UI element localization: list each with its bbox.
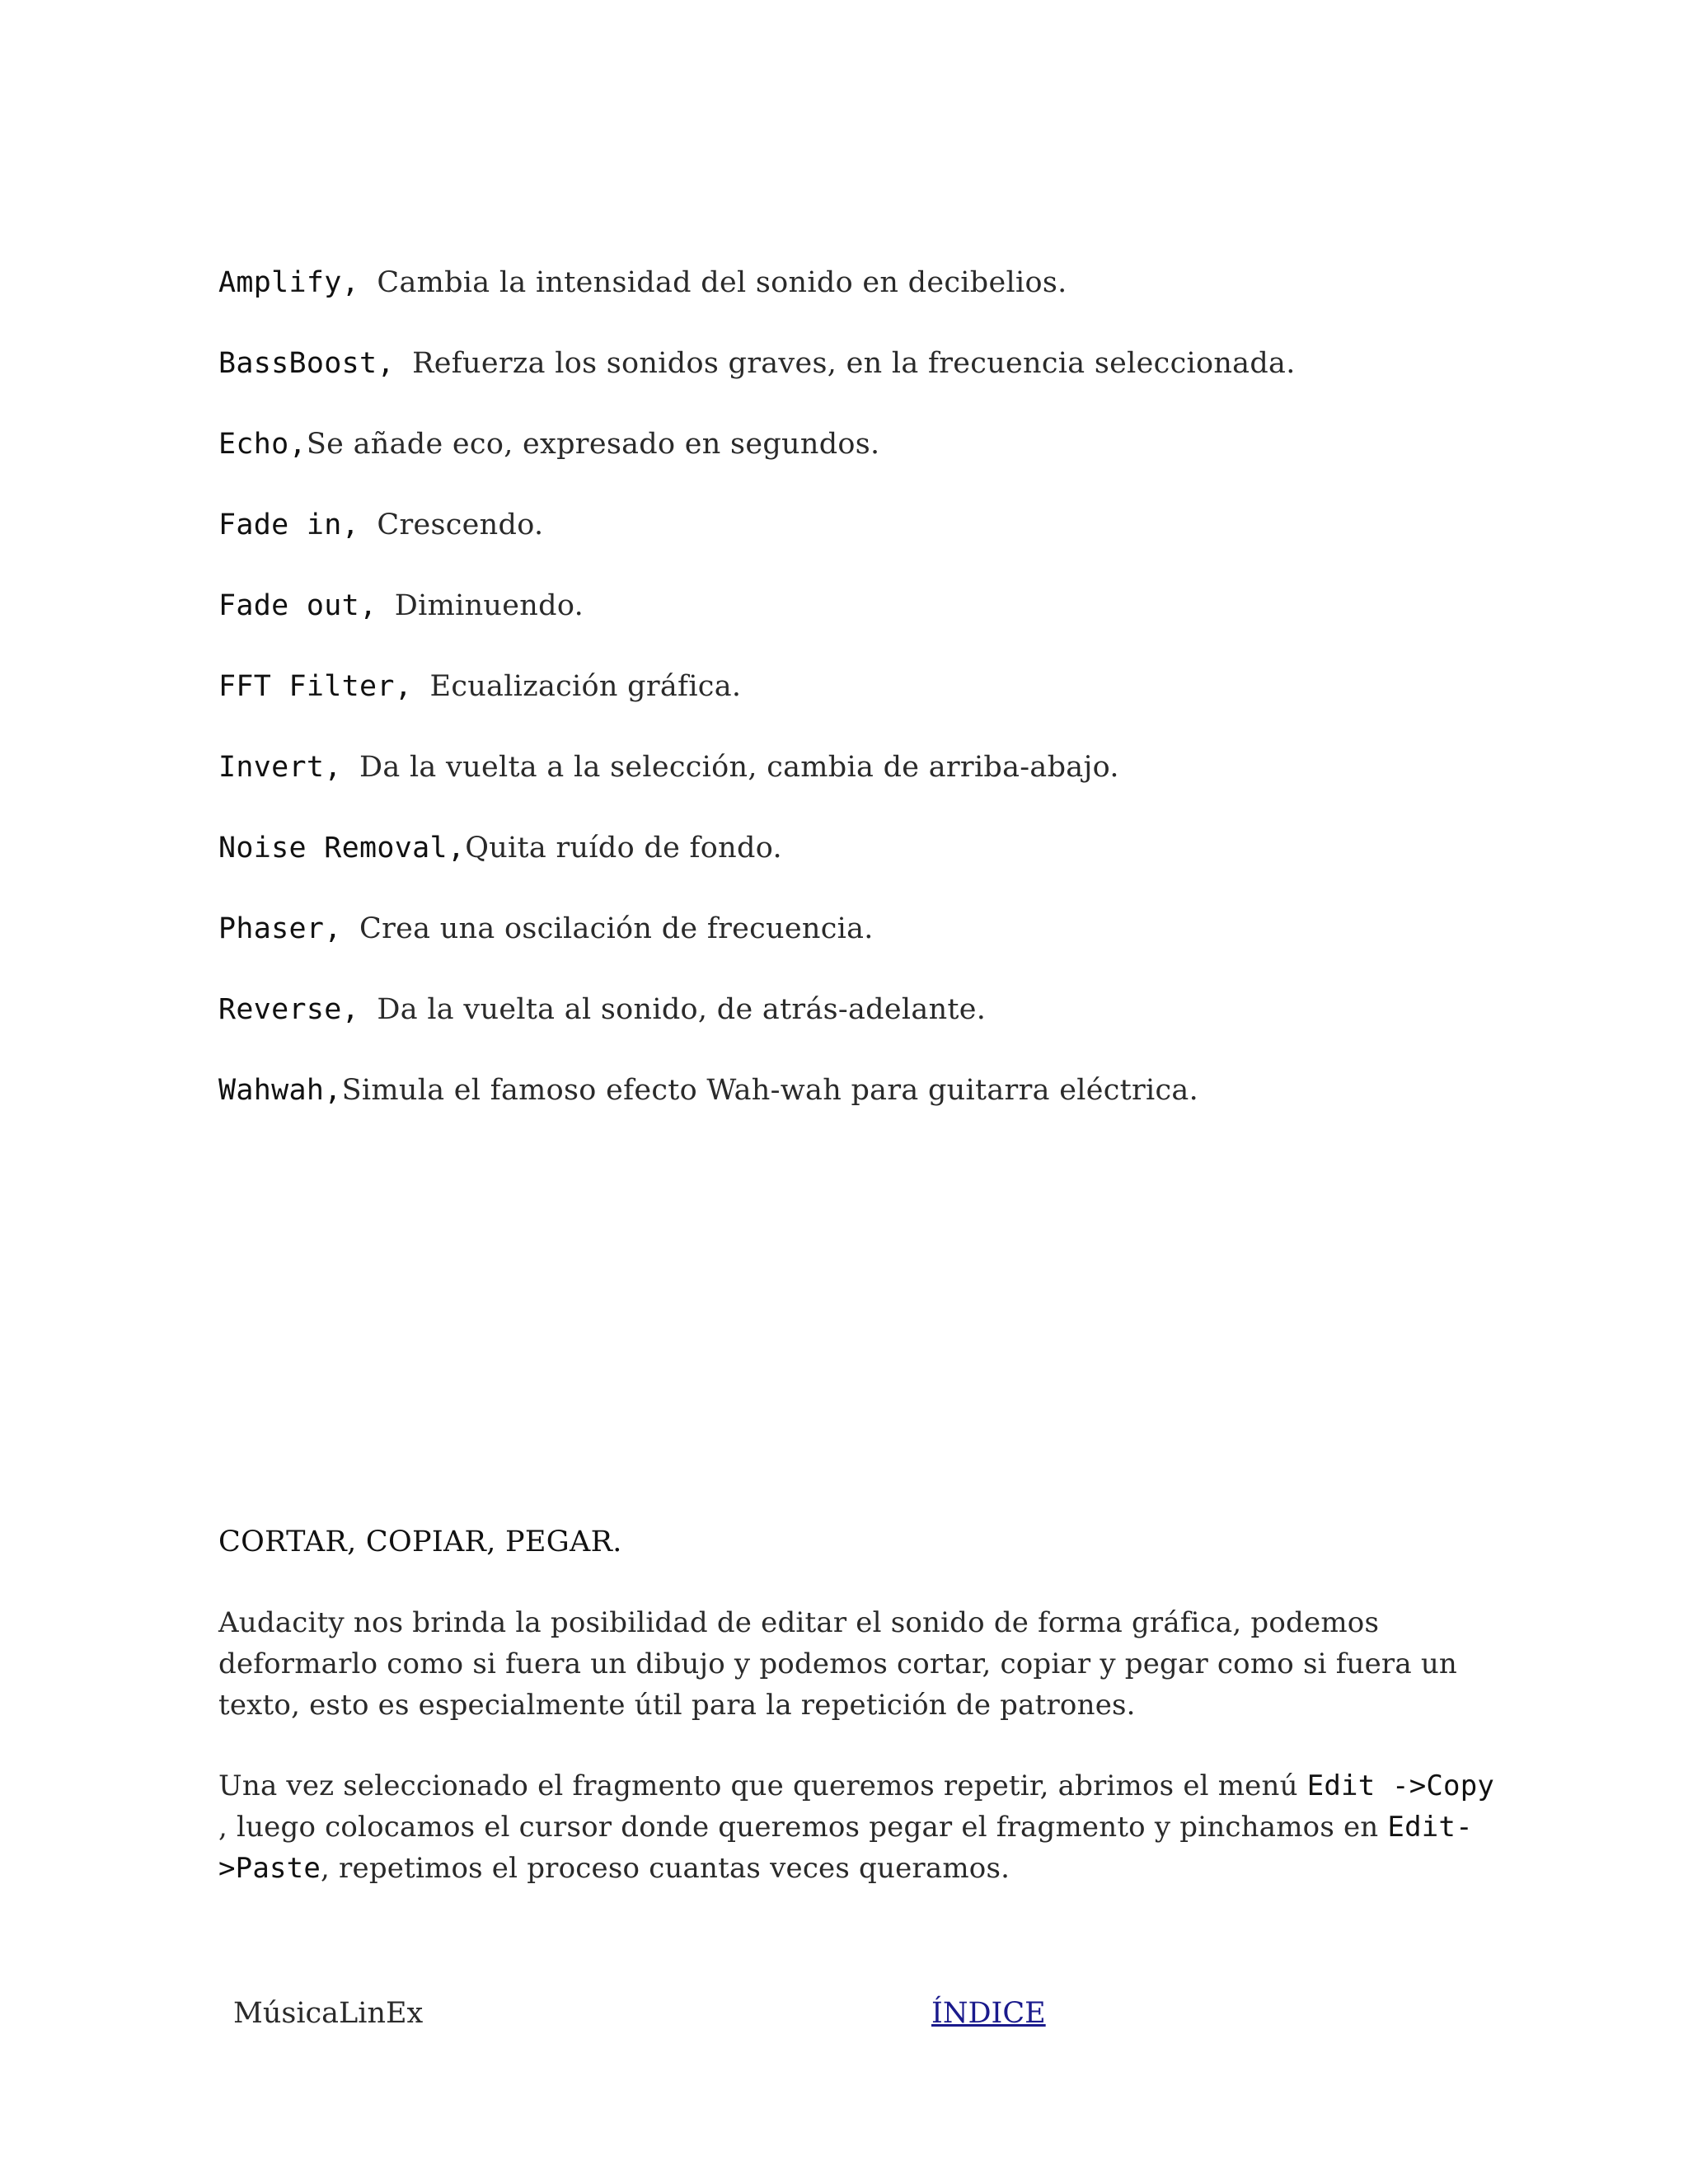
effect-description: Se añade eco, expresado en segundos. <box>306 428 880 461</box>
cut-copy-paste-section <box>218 1521 1504 1929</box>
effect-description: Cambia la intensidad del sonido en decibelios. <box>377 266 1067 299</box>
effect-item-echo <box>218 424 1537 465</box>
effect-separator: , <box>341 509 377 541</box>
effect-description: Simula el famoso efecto Wah-wah para guitarra eléctrica. <box>341 1074 1198 1107</box>
effect-item-invert <box>218 747 1537 788</box>
effect-separator: , <box>324 912 359 945</box>
effect-term: Noise Removal <box>218 832 448 865</box>
effect-item-amplify <box>218 262 1537 303</box>
effects-list <box>218 262 1537 1151</box>
effect-item-noise-removal <box>218 827 1537 869</box>
effect-description: Crea una oscilación de frecuencia. <box>359 912 874 945</box>
effect-separator: , <box>341 993 377 1026</box>
effect-separator: , <box>394 670 430 703</box>
effect-description: Diminuendo. <box>394 589 584 622</box>
effect-description: Refuerza los sonidos graves, en la frecuencia seleccionada. <box>412 347 1296 380</box>
menu-path-copy: Edit ->Copy <box>1306 1769 1495 1802</box>
effect-separator: , <box>288 428 307 461</box>
effect-description: Crescendo. <box>377 509 544 541</box>
instructions-paragraph <box>218 1765 1504 1889</box>
effect-term: BassBoost <box>218 347 377 380</box>
instructions-text: Una vez seleccionado el fragmento que queremos repetir, abrimos el menú <box>218 1769 1307 1802</box>
effect-separator: , <box>377 347 413 380</box>
effect-item-fade-out <box>218 585 1537 626</box>
effect-term: Invert <box>218 751 325 784</box>
effect-description: Quita ruído de fondo. <box>465 832 782 865</box>
effect-term: Reverse <box>218 993 342 1026</box>
effect-separator: , <box>341 266 377 299</box>
effect-item-wahwah <box>218 1070 1537 1111</box>
effect-description: Ecualización gráfica. <box>429 670 742 703</box>
effect-separator: , <box>447 832 466 865</box>
menu-path-paste: Edit->Paste <box>218 1811 1473 1885</box>
effect-term: Echo <box>218 428 289 461</box>
effect-term: Fade out <box>218 589 359 622</box>
effect-item-fft-filter <box>218 666 1537 707</box>
instructions-text: , luego colocamos el cursor donde queremos pegar el fragmento y pinchamos en <box>218 1811 1388 1844</box>
effect-term: Phaser <box>218 912 325 945</box>
instructions-text: , repetimos el proceso cuantas veces queramos. <box>321 1852 1010 1885</box>
effect-separator: , <box>359 589 395 622</box>
effect-term: FFT Filter <box>218 670 395 703</box>
effect-description: Da la vuelta al sonido, de atrás-adelante. <box>377 993 987 1026</box>
intro-paragraph: Audacity nos brinda la posibilidad de editar el sonido de forma gráfica, podemos deformarlo como si fuera un dibujo y podemos cortar, copiar y pegar como si fuera un texto, esto es especialmente útil para la repetición de patrones. <box>218 1606 1458 1722</box>
effect-description: Da la vuelta a la selección, cambia de arriba-abajo. <box>359 751 1119 784</box>
effect-item-fade-in <box>218 504 1537 546</box>
effect-term: Wahwah <box>218 1074 325 1107</box>
effect-item-reverse <box>218 989 1537 1030</box>
index-link[interactable]: ÍNDICE <box>931 1997 1046 2030</box>
effect-item-phaser <box>218 908 1537 949</box>
effect-term: Fade in <box>218 509 342 541</box>
footer-brand: MúsicaLinEx <box>233 1997 424 2030</box>
effect-term: Amplify <box>218 266 342 299</box>
section-title: CORTAR, COPIAR, PEGAR. <box>218 1526 622 1558</box>
effect-separator: , <box>324 751 359 784</box>
effect-separator: , <box>324 1074 342 1107</box>
effect-item-bassboost <box>218 343 1537 384</box>
